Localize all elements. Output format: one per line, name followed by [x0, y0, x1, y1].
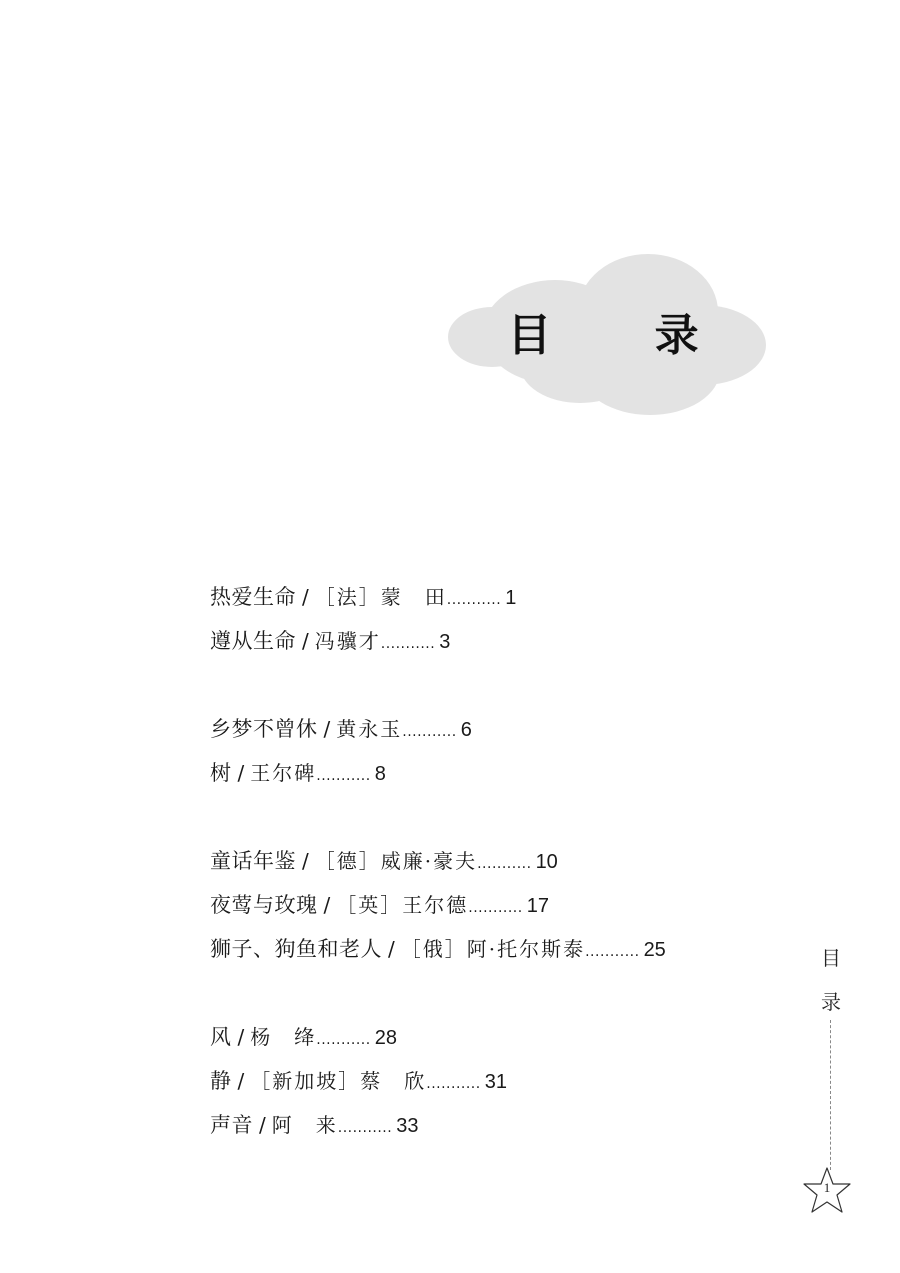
toc-entry-page: 25 [643, 939, 666, 961]
page-number: 1 [823, 1180, 831, 1195]
toc-entry-author: ［新加坡］蔡 欣 [250, 1069, 427, 1093]
toc-group-gap [210, 798, 790, 842]
toc-entry-title: 童话年鉴 [210, 849, 296, 873]
toc-entry-page: 31 [484, 1071, 507, 1093]
toc-entry-author: ［英］王尔德 [336, 893, 469, 917]
side-dashed-line [830, 1020, 831, 1170]
toc-entry[interactable] [210, 842, 790, 886]
toc-separator: / [302, 585, 309, 609]
toc-entry-page: 28 [374, 1027, 397, 1049]
toc-entry-author: 黄永玉 [336, 717, 403, 741]
toc-entry-author: 杨 绛 [250, 1025, 317, 1049]
toc-entry[interactable] [210, 622, 790, 666]
toc-separator: / [259, 1113, 266, 1137]
toc-entry-page: 1 [505, 587, 517, 609]
toc-separator: / [237, 1025, 245, 1049]
toc-entry-title: 夜莺与玫瑰 [210, 893, 318, 917]
toc-leader-dots: ........... [477, 856, 532, 872]
toc-entry-page: 3 [439, 631, 451, 653]
toc-entry-title: 风 [210, 1025, 232, 1049]
toc-separator: / [323, 717, 331, 741]
toc-group-gap [210, 974, 790, 1018]
table-of-contents [210, 578, 790, 1150]
toc-separator: / [323, 893, 331, 917]
toc-entry-author: ［法］蒙 田 [314, 585, 447, 609]
toc-entry-title: 热爱生命 [210, 585, 296, 609]
toc-entry[interactable] [210, 1018, 790, 1062]
page-title: 目 录 [507, 310, 743, 361]
side-label-char-1: 目 [821, 946, 841, 970]
toc-entry-page: 6 [460, 719, 472, 741]
toc-leader-dots: ........... [402, 724, 457, 740]
toc-entry-title: 狮子、狗鱼和老人 [210, 937, 382, 961]
toc-separator: / [302, 849, 309, 873]
toc-separator: / [237, 1069, 245, 1093]
toc-entry-page: 33 [396, 1115, 419, 1137]
toc-separator: / [302, 629, 309, 653]
toc-leader-dots: ........... [380, 636, 436, 652]
toc-entry[interactable] [210, 1062, 790, 1106]
side-label-char-2: 录 [821, 990, 841, 1014]
toc-leader-dots: ........... [337, 1120, 393, 1136]
toc-entry[interactable] [210, 1106, 790, 1150]
toc-leader-dots: ........... [468, 900, 523, 916]
toc-leader-dots: ........... [316, 768, 371, 784]
toc-entry-page: 17 [526, 895, 549, 917]
toc-separator: / [388, 937, 395, 961]
side-section-label [818, 936, 844, 1024]
toc-group-gap [210, 666, 790, 710]
toc-entry-title: 声音 [210, 1113, 253, 1137]
toc-entry-author: 阿 来 [271, 1113, 338, 1137]
toc-entry-title: 乡梦不曾休 [210, 717, 318, 741]
toc-entry[interactable] [210, 578, 790, 622]
toc-entry-author: 冯骥才 [314, 629, 381, 653]
toc-entry-page: 8 [374, 763, 386, 785]
toc-separator: / [237, 761, 245, 785]
toc-entry-title: 树 [210, 761, 232, 785]
toc-entry[interactable] [210, 886, 790, 930]
toc-leader-dots: ........... [585, 944, 640, 960]
toc-entry-page: 10 [535, 851, 558, 873]
toc-entry-author: ［德］威廉·豪夫 [314, 849, 478, 873]
toc-entry[interactable] [210, 930, 790, 974]
toc-leader-dots: ........... [316, 1032, 371, 1048]
toc-entry-title: 遵从生命 [210, 629, 296, 653]
toc-entry-title: 静 [210, 1069, 232, 1093]
toc-leader-dots: ........... [426, 1076, 481, 1092]
toc-entry[interactable] [210, 710, 790, 754]
toc-entry-author: 王尔碑 [250, 761, 317, 785]
toc-leader-dots: ........... [446, 592, 502, 608]
toc-entry-author: ［俄］阿·托尔斯泰 [400, 937, 586, 961]
toc-entry[interactable] [210, 754, 790, 798]
